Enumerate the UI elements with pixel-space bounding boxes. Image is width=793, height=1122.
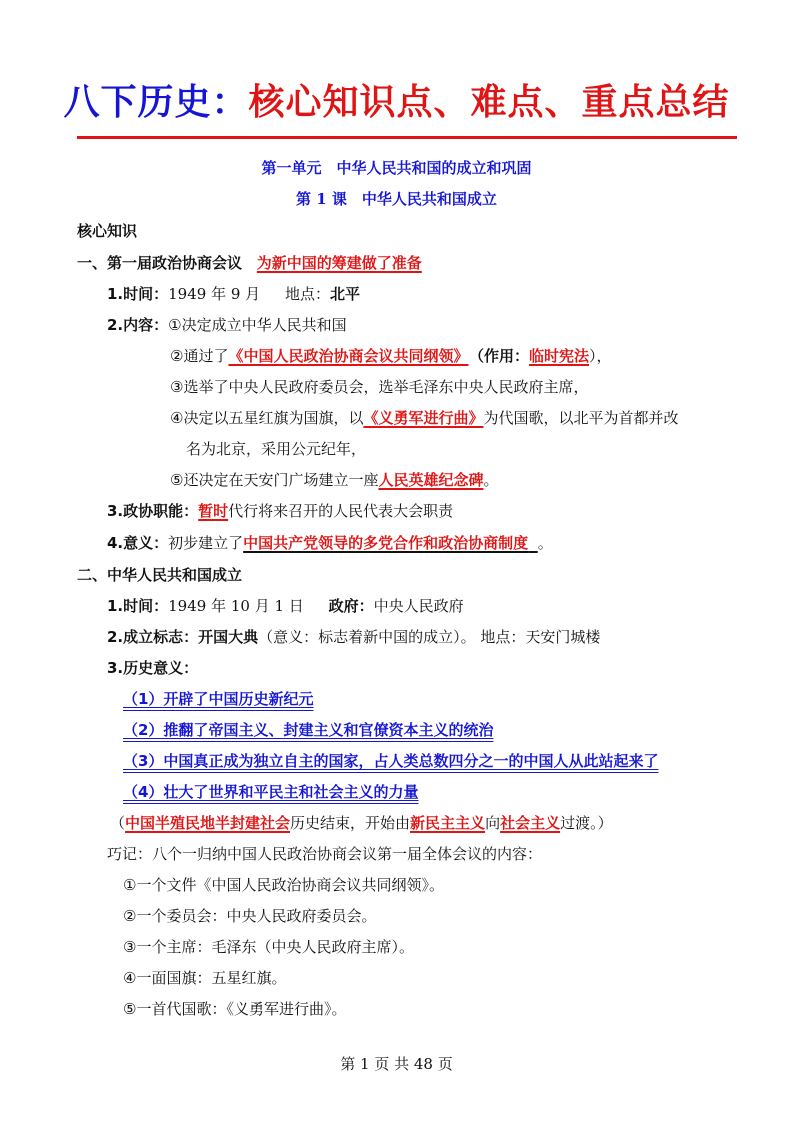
point-text: （4）壮大了世界和平民主和社会主义的力量: [123, 783, 419, 801]
mnemonic-item-3: ③一个主席：毛泽东（中央人民政府主席）。: [123, 938, 414, 956]
part2-sign-label: 2.成立标志：: [107, 628, 199, 646]
point-text: （1）开辟了中国历史新纪元: [123, 690, 314, 708]
part1-content-2-key2: 临时宪法: [528, 347, 589, 365]
lesson-title: 第 1 课 中华人民共和国成立: [296, 190, 497, 208]
part1-content-label: 2.内容：: [107, 316, 169, 334]
part2-point-3: [123, 750, 658, 772]
part2-gov-label: 政府：: [328, 597, 374, 615]
part2-point-2: [123, 719, 493, 741]
mnemonic-intro: 巧记：八个一归纳中国人民政治协商会议第一届全体会议的内容：: [107, 845, 543, 863]
part1-time-value: 1949 年 9 月: [168, 285, 261, 303]
part2-point-1: [123, 688, 313, 710]
part2-sign-note: （意义：标志着新中国的成立）。 地点：天安门城楼: [258, 628, 601, 646]
part1-content-line4: [170, 407, 678, 429]
part1-meaning-pre: 初步建立了: [168, 534, 244, 552]
title-part2: 核心知识点、难点、重点总结: [248, 82, 730, 123]
transition-mid1: 历史结束，开始由: [290, 814, 411, 832]
transition-open: （: [110, 814, 126, 832]
part1-content-4-post: 为代国歌，以北平为首都并改: [483, 409, 679, 427]
part2-sign-line: [107, 626, 600, 648]
part1-time-line: [107, 283, 360, 305]
point-text: （3）中国真正成为独立自主的国家，占人类总数四分之一的中国人从此站起来了: [123, 752, 659, 770]
part1-content-line4-cont: 名为北京，采用公元纪年，: [186, 440, 367, 458]
part2-history-label: 3.历史意义：: [107, 659, 199, 677]
part2-gov-value: 中央人民政府: [373, 597, 464, 615]
mnemonic-item-5: ⑤一首代国歌：《义勇军进行曲》。: [123, 1000, 347, 1018]
part1-content-2-mid: （作用：: [476, 347, 529, 365]
part1-meaning-key: 中国共产党领导的多党合作和政治协商制度: [243, 534, 529, 552]
section-core-heading: 核心知识: [77, 222, 138, 240]
part1-meaning-label: 4.意义：: [107, 534, 169, 552]
part1-content-4-key: 《义勇军进行曲》: [363, 409, 484, 427]
part2-sign-value: 开国大典: [198, 628, 259, 646]
transition-key1: 中国半殖民地半封建社会: [125, 814, 291, 832]
part1-function-key: 暂时: [198, 502, 229, 520]
part1-function-label: 3.政协职能：: [107, 502, 199, 520]
part1-heading: 一、第一届政治协商会议: [77, 254, 243, 272]
part2-time-value: 1949 年 10 月 1 日: [168, 597, 304, 615]
transition-key3: 社会主义: [500, 814, 561, 832]
part1-content-line2: [170, 345, 612, 367]
part2-time-line: [107, 595, 464, 617]
part1-heading-note: 为新中国的筹建做了准备: [256, 254, 422, 272]
page-title: [0, 80, 793, 126]
part1-time-label: 1.时间：: [107, 285, 169, 303]
part1-content-2-pre: ②通过了: [170, 347, 229, 365]
part1-meaning-key-wrap: [243, 534, 538, 552]
part1-function-text: 代行将来召开的人民代表大会职责: [228, 502, 454, 520]
mnemonic-item-1: ①一个文件《中国人民政治协商会议共同纲领》。: [123, 876, 444, 894]
part2-point-4: [123, 781, 418, 803]
part1-place-label: 地点：: [284, 285, 330, 303]
part1-meaning-post: 。: [537, 534, 553, 552]
part1-function-line: [107, 500, 453, 522]
transition-key2: 新民主主义: [410, 814, 486, 832]
mnemonic-item-2: ②一个委员会：中央人民政府委员会。: [123, 907, 377, 925]
part1-content-line3: ③选举了中央人民政府委员会，选举毛泽东中央人民政府主席，: [170, 378, 589, 396]
point-text: （2）推翻了帝国主义、封建主义和官僚资本主义的统治: [123, 721, 494, 739]
part2-time-label: 1.时间：: [107, 597, 169, 615]
part2-transition-line: [110, 812, 613, 834]
part1-content-line5: [170, 469, 498, 491]
part1-content-5-post: 。: [483, 471, 499, 489]
part1-meaning-line: [107, 532, 553, 554]
part1-content-1: ①决定成立中华人民共和国: [168, 316, 347, 334]
title-part1: 八下历史：: [63, 82, 249, 123]
part1-content-2-post: ），: [589, 347, 612, 365]
part1-place-value: 北平: [329, 285, 360, 303]
part1-content-line1: [107, 314, 347, 336]
page-number-footer: 第 1 页 共 48 页: [340, 1055, 453, 1073]
part1-content-2-key: 《中国人民政治协商会议共同纲领》: [228, 347, 469, 365]
title-divider: [77, 136, 737, 139]
part2-heading: 二、中华人民共和国成立: [77, 566, 243, 584]
unit-title: 第一单元 中华人民共和国的成立和巩固: [261, 159, 532, 177]
transition-mid2: 向: [485, 814, 501, 832]
part1-content-4-pre: ④决定以五星红旗为国旗，以: [170, 409, 364, 427]
part1-content-5-key: 人民英雄纪念碑: [378, 471, 484, 489]
part1-heading-line: [77, 252, 422, 274]
mnemonic-item-4: ④一面国旗：五星红旗。: [123, 969, 287, 987]
part1-content-5-pre: ⑤还决定在天安门广场建立一座: [170, 471, 379, 489]
transition-end: 过渡。）: [560, 814, 613, 832]
